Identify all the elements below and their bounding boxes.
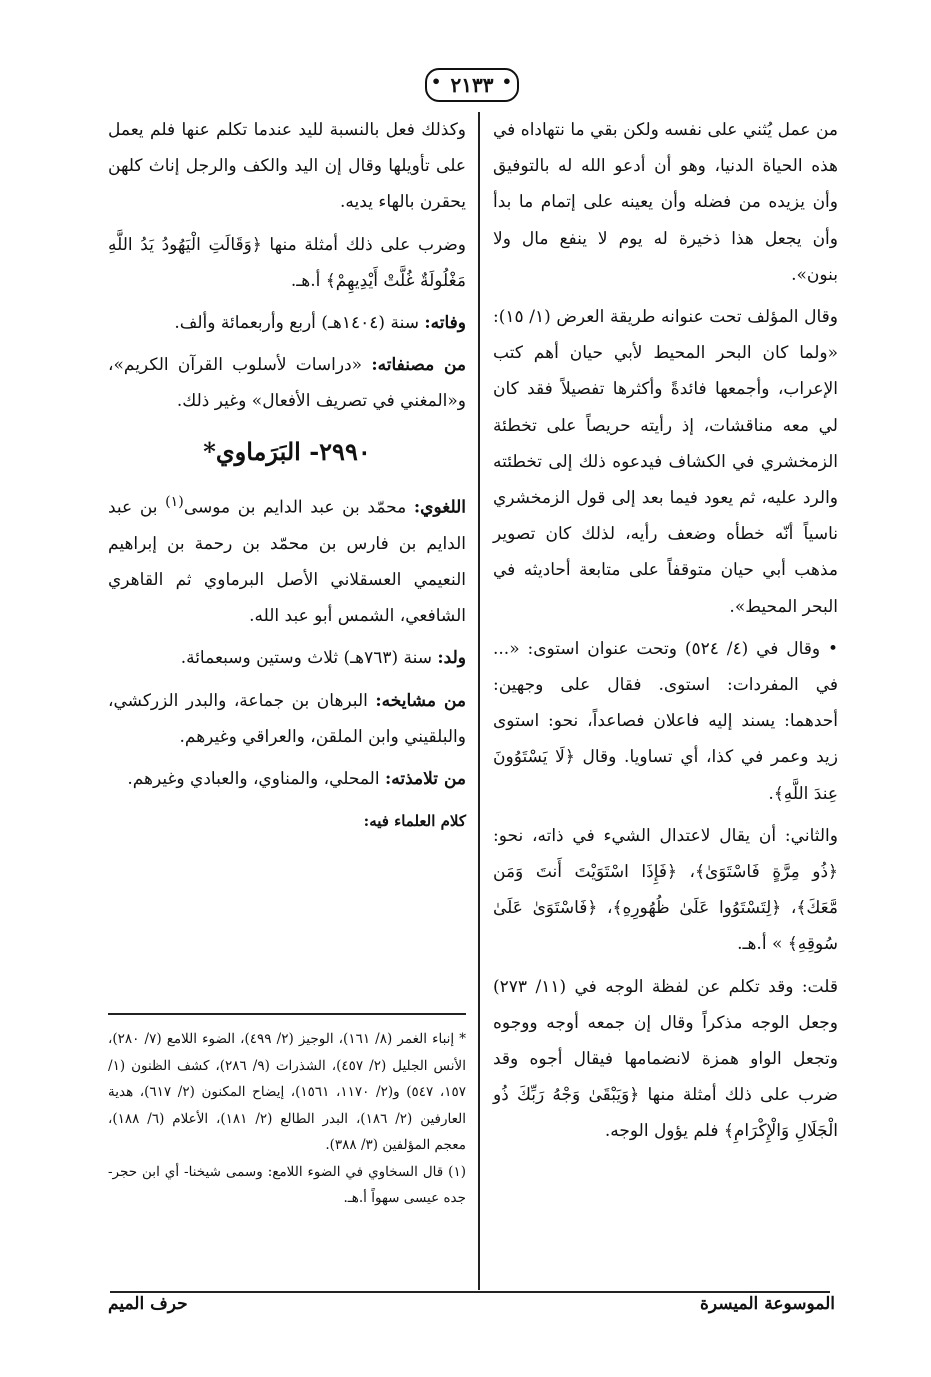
footer-book-title: الموسوعة الميسرة [699,1294,835,1314]
scholars-heading: كلام العلماء فيه: [363,812,466,831]
bio-text: بن عبد الدايم بن فارس بن محمّد بن رحمة بن إبراهيم النعيمي العسقلاني الأصل البرماوي ثم القاهري الشافعي، الشمس أبو عبد الله. [108,497,466,627]
works-label: من مصنفاته: [371,355,467,376]
footnote: * إنباء الغمر (٨/ ١٦١)، الوجيز (٢/ ٤٩٩)، الضوء اللامع (٧/ ٢٨٠)، الأنس الجليل (٢/ ٤٥٧)، الشذرات (٩/ ٢٨٦)، كشف الظنون (١/ ١٥٧، ٥٤٧) و(٢/ ١١٧٠، ١٥٦١)، إيضاح المكنون (٢/ ٦١٧)، هدية العارفين (٢/ ١٨٦)، البدر الطالع (٢/ ١٨١)، الأعلام (٦/ ١٨٨)، معجم المؤلفين (٣/ ٣٨٨). [108,1031,467,1153]
teachers-label: من مشايخه: [375,690,467,711]
paragraph: وقال المؤلف تحت عنوانه طريقة العرض (١/ ١٥): «ولما كان البحر المحيط لأبي حيان أهم كتب الإعراب، وأجمعها فائدةً وأكثرها تفصيلاً فقد كان لي معه مناقشات، إذ رأيته حريصاً على تخطئة الزمخشري في الكشاف فيدعوه ذلك إلى تخطئته والرد عليه، ثم يعود فيما بعد إلى قول الزمخشري ناسياً أنّه خطأه وضعف رأيه، لذلك كان تصوير مذهب أبي حيان متوقفاً على متابعة أحاديثه في البحر المحيط». [493,307,838,617]
footnote: (١) قال السخاوي في الضوء اللامع: وسمى شيخنا- أي ابن حجر- جده عيسى سهواً أ.هـ. [108,1163,466,1206]
paragraph: وضرب على ذلك أمثلة منها ﴿وَقَالَتِ الْيَهُودُ يَدُ اللَّهِ مَغْلُولَةٌ غُلَّتْ أَيْدِيهِمْ﴾ أ.هـ. [108,234,466,291]
teachers-paragraph [108,683,466,755]
footnote-rule [108,1013,466,1015]
death-label: وفاته: [424,313,466,334]
footer-rule [110,1291,830,1293]
paragraph: قلت: وقد تكلم عن لفظة الوجه في (١١/ ٢٧٣) وجعل الوجه مذكراً وقال إن جمعه أوجه ووجوه وتجعل الواو همزة لانضمامها فيقال أجوه وقد ضرب على ذلك أمثلة منها ﴿وَيَبْقَىٰ وَجْهُ رَبِّكَ ذُو الْجَلَالِ وَالْإِكْرَامِ﴾ فلم يؤول الوجه. [493,976,838,1142]
entry-heading: ٢٩٩٠- البَرَماوي* [203,436,371,466]
column-divider [478,112,480,1290]
students-text: المحلي، والمناوي، والعبادي وغيرهم. [127,768,385,789]
footer-section-title: حرف الميم [108,1294,188,1314]
teachers-text: البرهان بن جماعة، والبدر الزركشي، والبلقيني وابن الملقن، والعراقي وغيرهم. [108,690,466,747]
paragraph: من عمل يُثني على نفسه ولكن بقي ما نتهاداه في هذه الحياة الدنيا، وهو أن أدعو الله له بالتوفيق وأن يزيده من فضله وأن يعينه على إتمام ما بدأ وأن يجعل هذا ذخيرة له يوم لا ينفع مال ولا بنون». [493,120,838,285]
left-column [108,112,466,845]
death-text: سنة (١٤٠٤هـ) أربع وأربعمائة وألف. [174,313,425,334]
students-label: من تلامذته: [385,768,466,789]
birth-text: سنة (٧٦٣هـ) ثلاث وستين وسبعمائة. [180,648,438,669]
page-number: • ٢١٣٣ • [425,68,519,102]
bio-text: محمّد بن عبد الدايم بن موسى [183,497,414,518]
works-paragraph [108,347,466,419]
footnotes [108,1026,466,1212]
right-column [493,112,838,1156]
death-paragraph [108,305,466,341]
students-paragraph [108,761,466,797]
works-text: «دراسات لأسلوب القرآن الكريم»، و«المغني في تصريف الأفعال» وغير ذلك. [108,355,466,412]
bio-paragraph [108,484,466,634]
birth-paragraph [108,640,466,676]
bio-label: اللغوي: [413,497,466,518]
footnote-ref: (١) [165,493,184,510]
paragraph: والثاني: أن يقال لاعتدال الشيء في ذاته، نحو: ﴿ذُو مِرَّةٍ فَاسْتَوَىٰ﴾، ﴿فَإِذَا اسْتَوَيْتَ أَنتَ وَمَن مَّعَكَ﴾، ﴿لِتَسْتَوُوا عَلَىٰ ظُهُورِهِ﴾، ﴿فَاسْتَوَىٰ عَلَىٰ سُوقِهِ﴾ » أ.هـ. [493,825,838,955]
paragraph: • وقال في (٤/ ٥٢٤) وتحت عنوان استوى: «... في المفردات: استوى. فقال على وجهين: أحدهما: يسند إليه فاعلان فصاعداً، نحو: استوى زيد وعمر في كذا، أي تساويا. وقال ﴿لَا يَسْتَوُونَ عِندَ اللَّهِ﴾. [493,638,838,804]
paragraph: وكذلك فعل بالنسبة لليد عندما تكلم عنها فلم يعمل على تأويلها وقال إن اليد والكف والرجل إناث كلهن يحقرن بالهاء يديه. [108,120,466,213]
birth-label: ولد: [437,648,466,669]
